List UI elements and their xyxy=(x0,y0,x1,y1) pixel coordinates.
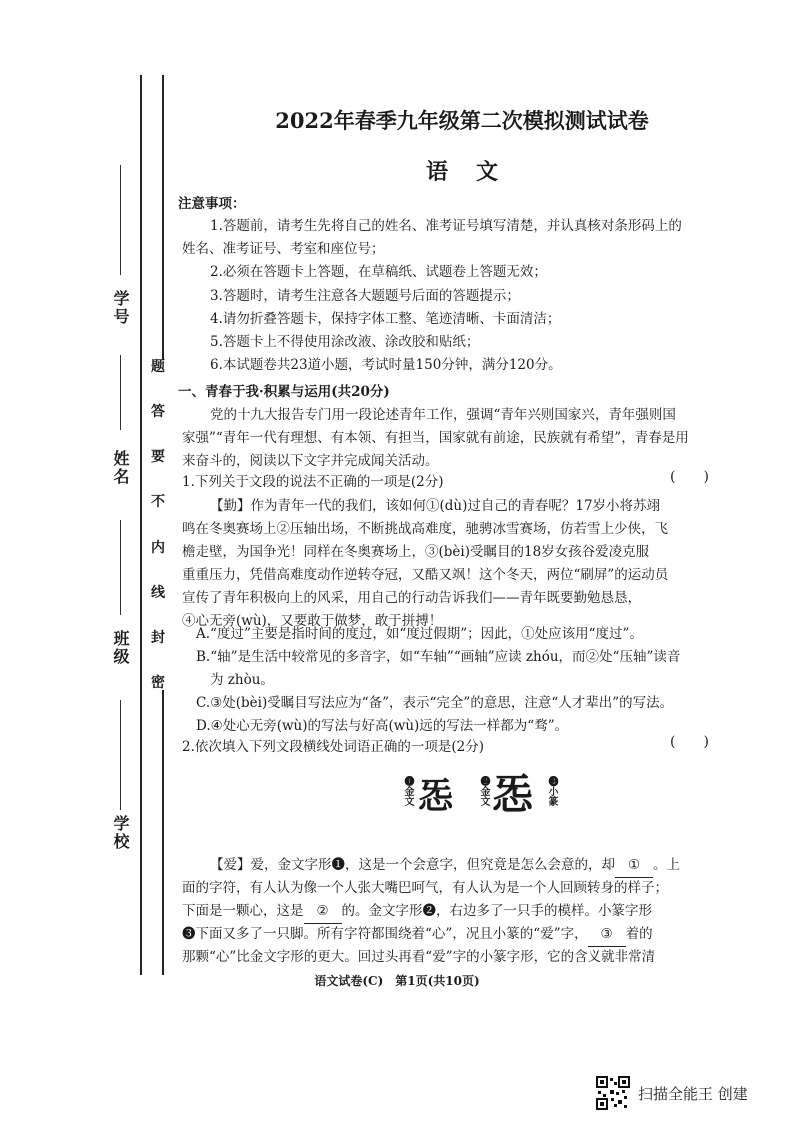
class-label: 班级 xyxy=(111,630,130,666)
blank-2: ② xyxy=(304,899,342,924)
seal-char: 要 xyxy=(151,449,165,466)
seal-char: 内 xyxy=(151,539,165,556)
notes-item: 3.答题时，请考生注意各大题题号后面的答题提示； xyxy=(210,288,520,304)
qr-code-icon xyxy=(596,1076,630,1110)
passage-line: 【爱】爱，金文字形❶，这是一个会意字，但究竟是怎么会意的，却 ① 。上 xyxy=(182,853,770,878)
question-2-stem: 2.依次填入下列文段横线处词语正确的一项是(2分) xyxy=(182,739,485,755)
option-c: C.③处(bèi)受瞩目写法应为“备”，表示“完全”的意思，注意“人才辈出”的写法。 xyxy=(196,695,674,711)
passage-line: 鸣在冬奥赛场上②压轴出场，不断挑战高难度，驰骋冰雪赛场，仿若雪上少侠，飞 xyxy=(182,521,668,537)
passage-line: 【勤】作为青年一代的我们，该如何①(dù)过自己的青春呢？17岁小将苏翊 xyxy=(210,498,661,514)
scanner-watermark: 扫描全能王 创建 xyxy=(638,1085,748,1103)
blank-3: ③ xyxy=(588,922,626,947)
passage-line: ④心无旁(wù)，又要敢于做梦，敢于拼搏！ xyxy=(182,613,443,629)
section-intro-line: 党的十九大报告专门用一段论述青年工作，强调“青年兴则国家兴，青年强则国 xyxy=(210,407,676,423)
glyph-bronze-1: 㤅 xyxy=(418,775,455,817)
notes-heading: 注意事项： xyxy=(178,196,246,212)
exam-title: 2022年春季九年级第二次模拟测试试卷 xyxy=(275,108,649,133)
passage-line: 檐走壁，为国争光！同样在冬奥赛场上，③(bèi)受瞩目的18岁女孩谷爱凌克服 xyxy=(182,544,650,560)
seal-char: 答 xyxy=(151,404,165,421)
seal-line-notice xyxy=(148,360,168,690)
section-intro-line: 来奋斗的，阅读以下文字并完成闻关活动。 xyxy=(182,453,439,469)
passage-line: 面的字符，有人认为像一个人张大嘴巴呵气，有人认为是一个人回顾转身的样子； xyxy=(182,880,668,896)
subject-title: 语文 xyxy=(425,159,526,185)
notes-item: 姓名、准考证号、考室和座位号； xyxy=(182,241,385,257)
section-heading: 一、青春于我·积累与运用(共20分) xyxy=(178,384,390,400)
page-footer: 语文试卷(C) 第1页(共10页) xyxy=(314,974,480,988)
notes-item: 5.答题卡上不得使用涂改液、涂改胶和贴纸； xyxy=(210,334,480,350)
option-b-cont: 为 zhòu。 xyxy=(210,672,274,688)
notes-item: 1.答题前，请考生先将自己的姓名、准考证号填写清楚，并认真核对条形码上的 xyxy=(210,218,682,234)
passage-line: 宣传了青年积极向上的风采，用自己的行动告诉我们——青年既要勤勉恳恳， xyxy=(182,590,641,606)
name-label: 姓名 xyxy=(111,450,130,486)
passage-line: 那颗“心”比金文字形的更大。回过头再看“爱”字的小篆字形，它的含义就非常清 xyxy=(182,949,656,965)
notes-item: 4.请勿折叠答题卡，保持字体工整、笔迹清晰、卡面清洁； xyxy=(210,311,561,327)
section-intro-line: 家强”“青年一代有理想、有本领、有担当，国家就有前途，民族就有希望”，青春是用 xyxy=(182,430,689,446)
option-b: B.“轴”是生活中较常见的多音字，如“车轴”“画轴”应读 zhóu，而②处“压轴”读音 xyxy=(196,649,681,665)
school-field-line xyxy=(120,700,121,810)
answer-paren: ( ) xyxy=(670,469,709,485)
notes-item: 6.本试题卷共23道小题，考试时量150分钟，满分120分。 xyxy=(210,357,562,373)
glyph-label: ❶金文 xyxy=(402,776,413,806)
glyph-label: ❸小篆 xyxy=(546,776,557,806)
passage-line: 下面是一颗心，这是 ② 的。金文字形❷，右边多了一只手的模样。小篆字形 xyxy=(182,899,742,924)
number-label: 学号 xyxy=(111,290,130,326)
number-field-line xyxy=(120,165,121,275)
seal-char: 线 xyxy=(151,584,165,601)
seal-char: 封 xyxy=(151,629,165,646)
glyph-bronze-2: 㤅 xyxy=(492,770,535,819)
glyph-figure xyxy=(400,768,580,838)
passage-line: 重重压力，凭借高难度动作逆转夺冠，又酷又飒！这个冬天，两位“刷屏”的运动员 xyxy=(182,567,669,583)
name-field-line xyxy=(120,355,121,430)
answer-paren: ( ) xyxy=(670,734,709,750)
school-label: 学校 xyxy=(111,815,130,851)
option-a: A.“度过”主要是指时间的度过，如“度过假期”；因此，①处应该用“度过”。 xyxy=(196,626,643,642)
seal-char: 不 xyxy=(151,494,165,511)
option-d: D.④处心无旁(wù)的写法与好高(wù)远的写法一样都为“骛”。 xyxy=(196,718,569,734)
binding-line-outer xyxy=(140,75,142,975)
passage-line: ❸下面又多了一只脚。所有字符都围绕着“心”，况且小篆的“爱”字， ③ 着的 xyxy=(182,922,742,947)
seal-char: 密 xyxy=(151,674,165,691)
seal-char: 题 xyxy=(151,359,165,375)
notes-item: 2.必须在答题卡上答题，在草稿纸、试题卷上答题无效； xyxy=(210,264,547,280)
blank-1: ① xyxy=(615,853,653,878)
question-1-stem: 1.下列关于文段的说法不正确的一项是(2分) xyxy=(182,474,444,490)
glyph-label: ❷金文 xyxy=(478,776,489,806)
class-field-line xyxy=(120,520,121,615)
binding-margin xyxy=(0,0,175,1124)
